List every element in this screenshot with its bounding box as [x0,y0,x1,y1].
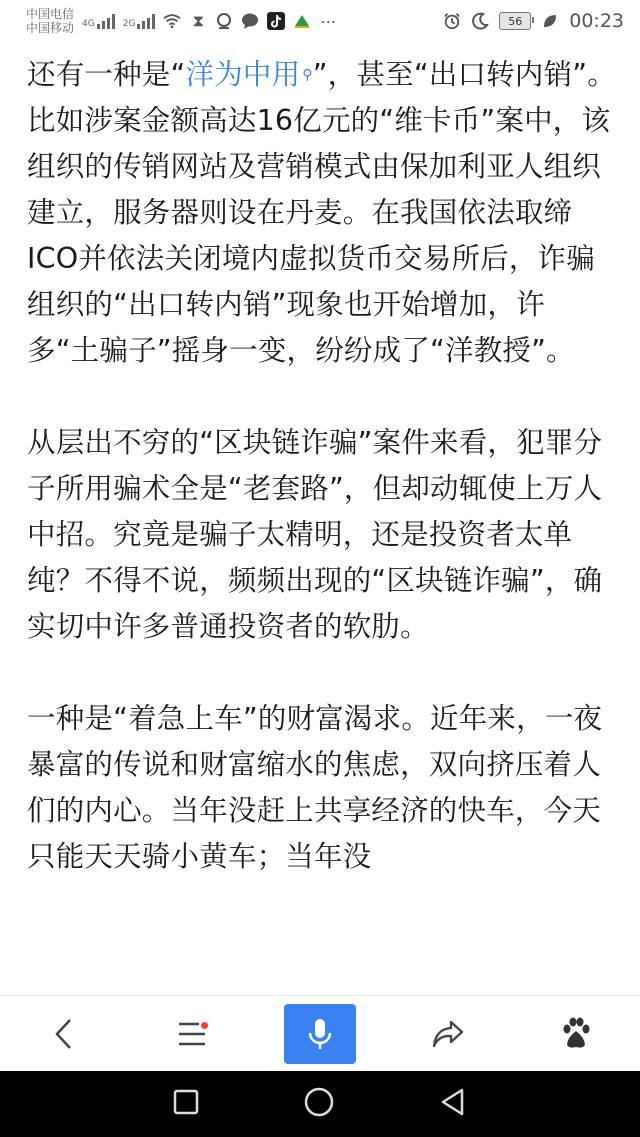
power-saving-leaf-icon [541,12,559,30]
home-button[interactable] [303,1086,335,1122]
battery-icon: 56 [499,12,531,30]
search-icon[interactable]: ⚲ [302,67,313,83]
paragraph-1-rest: ”，甚至“出口转内销”。比如涉案金额高达16亿元的“维卡币”案中，该组织的传销网站及营销模式由保加利亚人组织建立，服务器则设在丹麦。在我国依法取缔ICO并依法关闭境内虚拟货币交易所后，诈骗组织的“出口转内销”现象也开始增加，许多“土骗子”摇身一变，纷纷成了“洋教授”。 [27,58,616,367]
baidu-paw-icon [559,1017,593,1051]
hourglass-icon: ⧗ [192,11,205,30]
system-back-button[interactable] [438,1087,468,1121]
signal-1-icon [82,13,115,29]
tiktok-icon [267,12,285,30]
menu-button[interactable] [156,1004,228,1064]
back-icon [52,1017,76,1051]
system-nav-bar [0,1071,640,1137]
article-body [27,52,617,926]
search-link[interactable] [185,58,312,91]
carrier-1: 中国电信 [26,7,75,21]
more-notifications-icon: ⋯ [320,11,337,31]
app-icon [293,12,311,30]
search-link-text[interactable]: 洋为中用 [185,58,301,91]
square-icon [172,1088,200,1116]
voice-search-button[interactable] [284,1004,356,1064]
bottom-toolbar [0,995,640,1072]
recents-button[interactable] [172,1088,200,1120]
message-icon [241,12,259,30]
network-type-2: 2G [122,19,136,29]
notification-dot [201,1022,208,1029]
signal-2-icon [123,13,156,29]
wifi-icon [163,12,181,30]
paragraph-2: 从层出不穷的“区块链诈骗”案件来看，犯罪分子所用骗术全是“老套路”，但却动辄使上万人中招。究竟是骗子太精明，还是投资者太单纯？不得不说，频频出现的“区块链诈骗”，确实切中许多普通投资者的软肋。 [27,426,603,643]
share-button[interactable] [412,1004,484,1064]
status-bar [0,0,640,42]
triangle-back-icon [438,1087,468,1117]
circle-icon [303,1086,335,1118]
paragraph-3: 一种是“着急上车”的财富渴求。近年来，一夜暴富的传说和财富缩水的焦虑，双向挤压着人们的内心。当年没赶上共享经济的快车，今天只能天天骑小黄车；当年没 [27,702,603,873]
microphone-icon [307,1017,333,1051]
paragraph-1-start: 还有一种是“ [27,58,186,91]
alarm-icon [443,12,461,30]
share-icon [431,1019,465,1049]
do-not-disturb-moon-icon [471,12,489,30]
carrier-names [26,7,74,35]
app-notification-icon [215,12,233,30]
carrier-2: 中国移动 [26,21,75,35]
network-type-1: 4G [82,19,95,29]
paragraph-1 [27,52,617,374]
status-right [443,10,624,32]
baidu-home-button[interactable] [540,1004,612,1064]
back-button[interactable] [28,1004,100,1064]
clock: 00:23 [569,10,624,32]
status-left [26,7,337,35]
